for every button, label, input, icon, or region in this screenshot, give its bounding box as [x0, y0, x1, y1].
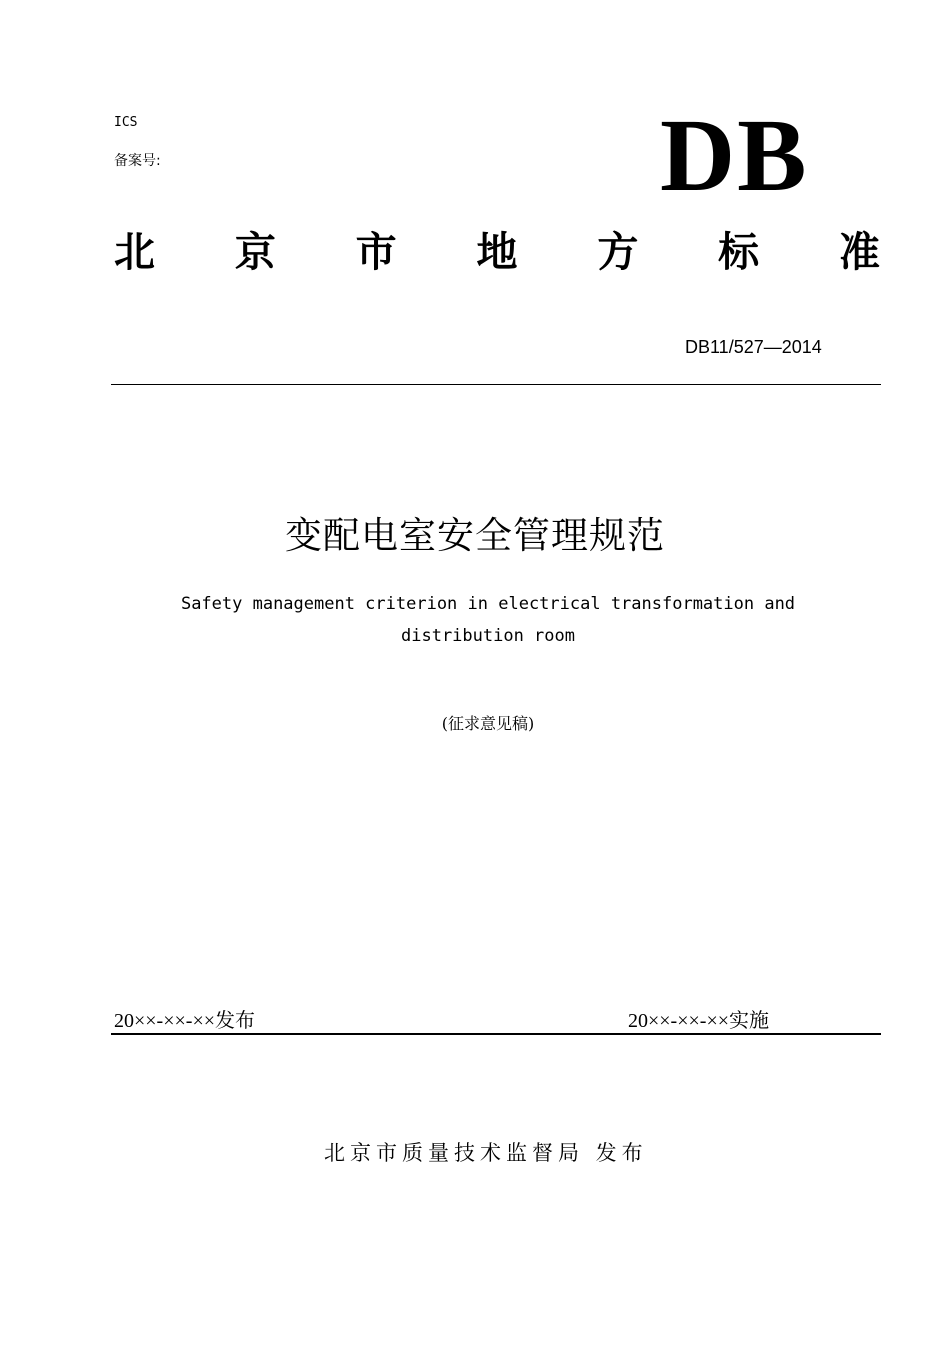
standard-category-char: 方	[597, 228, 639, 276]
standard-category-char: 市	[355, 228, 397, 276]
db-logo: DB	[660, 98, 809, 213]
standard-number: DB11/527—2014	[685, 337, 822, 357]
english-title-line-2: distribution room	[401, 626, 575, 646]
standard-category-char: 京	[234, 228, 276, 276]
ics-label: ICS	[114, 115, 138, 130]
document-title-chinese: 变配电室安全管理规范	[285, 514, 665, 557]
top-divider	[111, 384, 881, 385]
standard-category-char: 准	[838, 228, 880, 276]
english-title-line-1: Safety management criterion in electrical transformation and	[180, 594, 796, 614]
document-title-english	[0, 588, 950, 652]
issue-date: 20××-××-××发布	[114, 1010, 255, 1032]
bottom-divider	[111, 1033, 881, 1035]
implementation-date: 20××-××-××实施	[628, 1010, 769, 1032]
standard-category-char: 北	[114, 228, 155, 276]
publisher: 北京市质量技术监督局 发布	[324, 1141, 648, 1165]
standard-category-char: 标	[718, 228, 760, 276]
record-number-label: 备案号:	[114, 153, 161, 169]
standard-category-title	[114, 228, 880, 276]
draft-status: (征求意见稿)	[441, 714, 535, 733]
standard-category-char: 地	[476, 228, 518, 276]
